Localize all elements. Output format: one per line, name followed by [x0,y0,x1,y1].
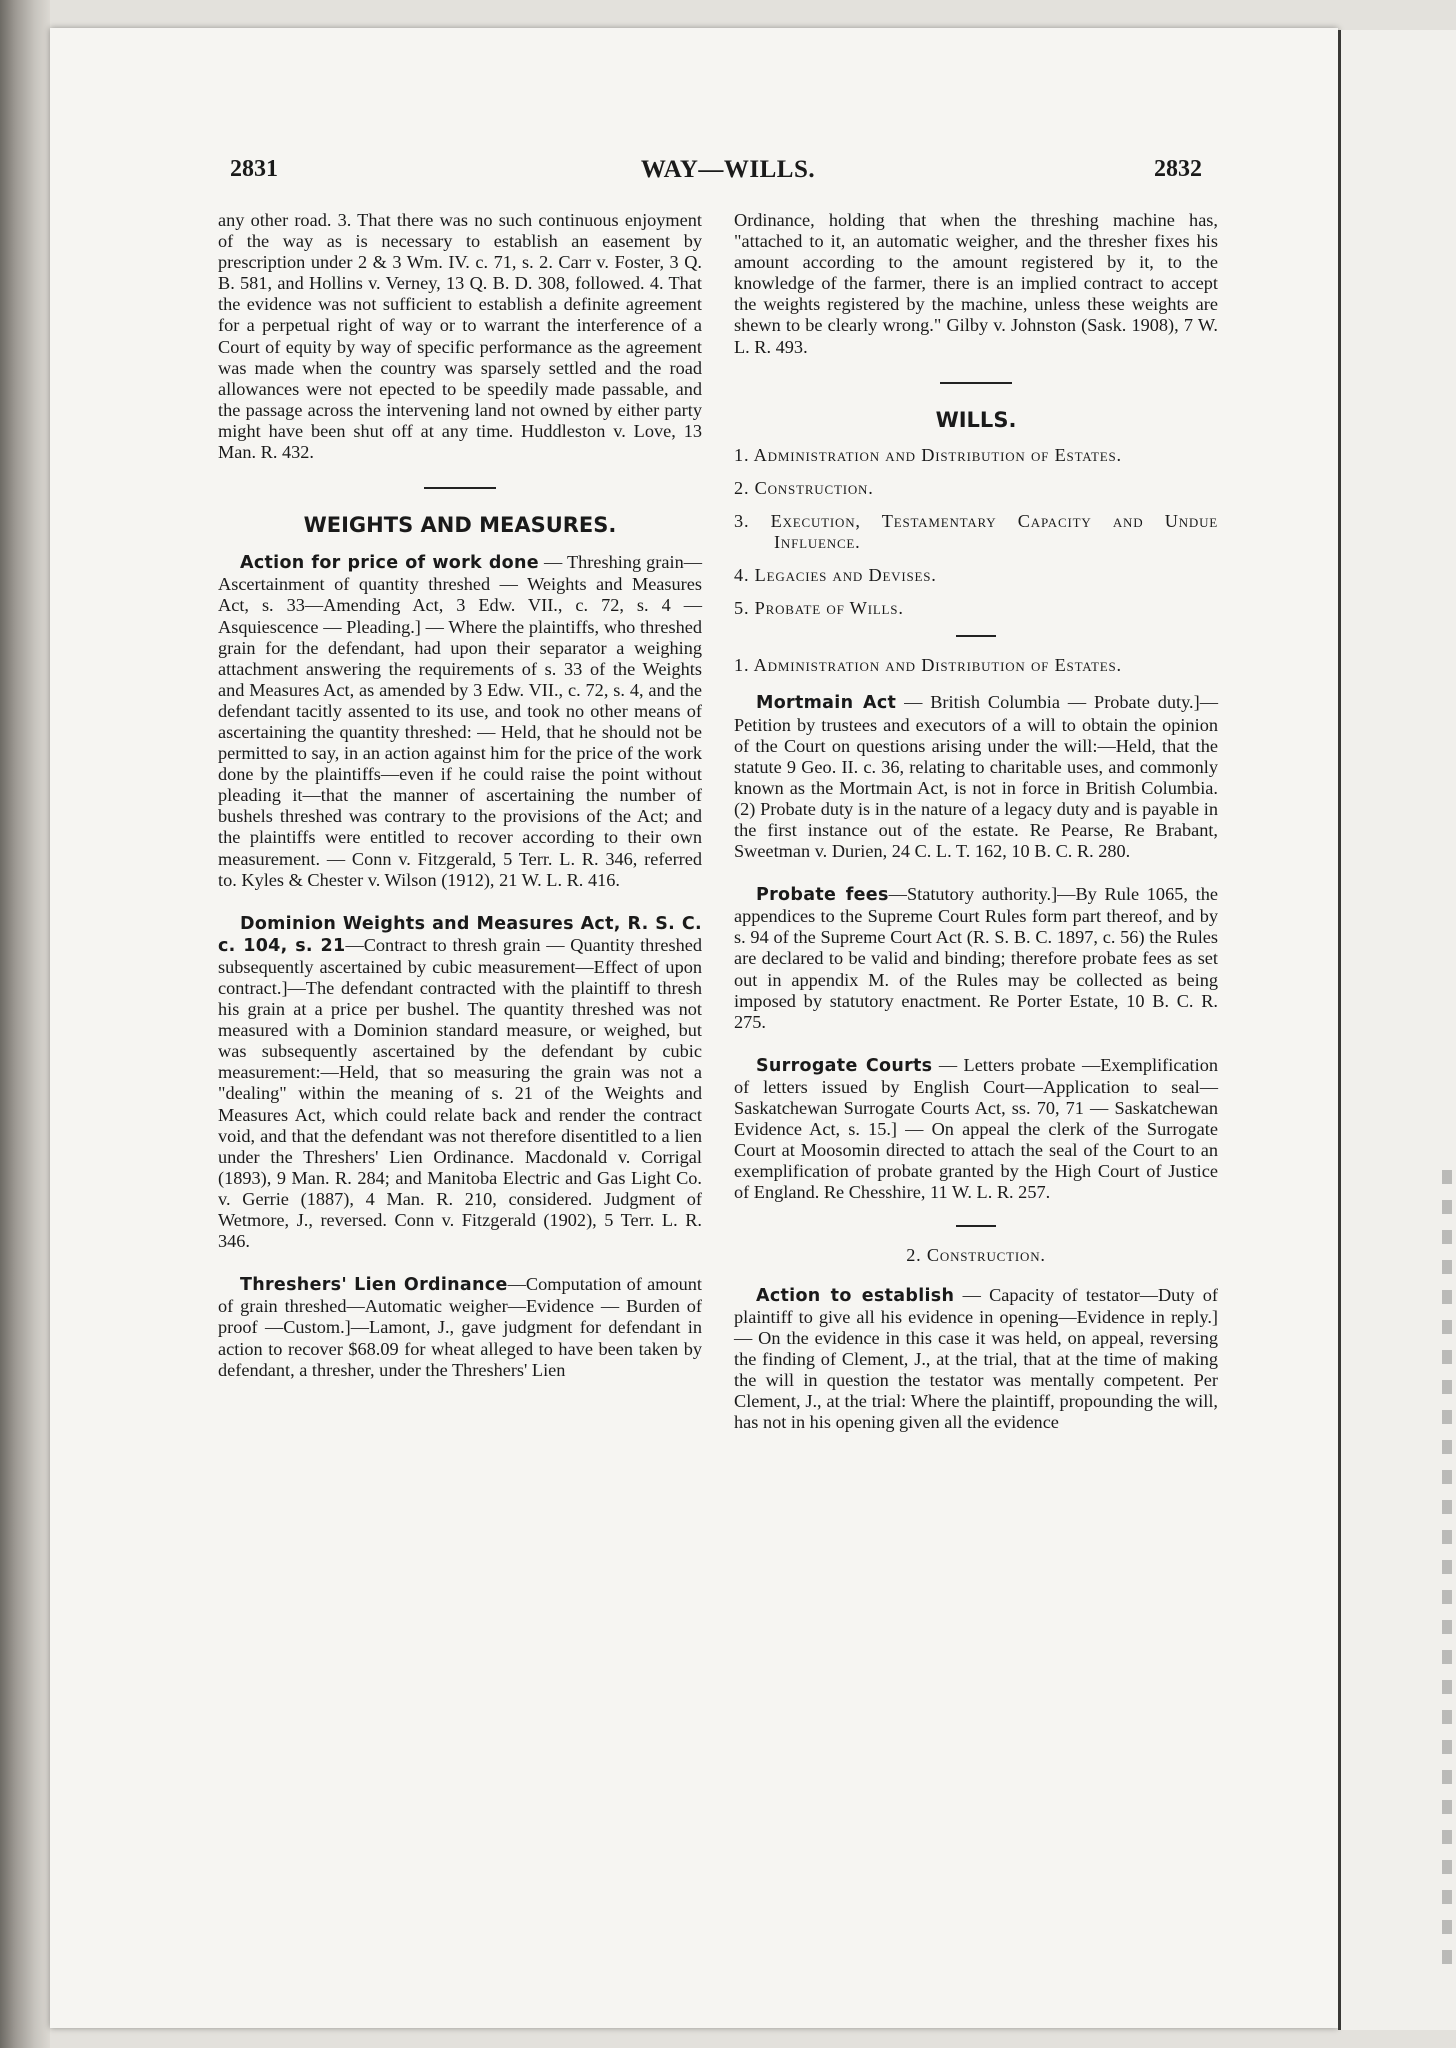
entry-paragraph [734,1055,1218,1204]
subsection-heading: 2. Construction. [906,1245,1046,1266]
entry-heading: Mortmain Act [756,693,897,714]
wills-contents-list [734,445,1218,620]
right-continuation-text: Ordinance, holding that when the threshing machine has, "attached to it, an automatic weigher, and the thresher fixes his amount according to the amount registered by it, to the knowledge of the farmer, there is an implied contract to accept the weights registered by the machine, unless these weights are shewn to be clearly wrong." Gilby v. Johnston (Sask. 1908), 7 W. L. R. 493. [734,210,1218,357]
wills-section-title: WILLS. [935,407,1017,432]
entry-text: —Statutory authority.]—By Rule 1065, the appendices to the Supreme Court Rules form part thereof, and by s. 94 of the Supreme Court Act (R. S. B. C. 1897, c. 56) the Rules are declared to be valid and binding; therefore probate fees as set out in appendix M. of the Rules may be collected as being imposed by statutory enactment. Re Porter Estate, 10 B. C. R. 275. [734,884,1218,1032]
entry-paragraph [218,552,702,891]
right-column [734,210,1218,1455]
entry-text: — Letters probate —Exemplification of letters issued by English Court—Application to seal—Saskatchewan Surrogate Courts Act, ss. 70, 71 — Saskatchewan Evidence Act, s. 15.] — On appeal the clerk of the Surrogate Court at Moosomin directed to attach the seal of the Court to an exemplification of probate granted by the High Court of Justice of England. Re Chesshire, 11 W. L. R. 257. [734,1054,1218,1203]
left-column [218,210,702,1403]
entry-heading: Probate fees [756,885,889,906]
facing-page-text-fragment [1442,1170,1452,1970]
entry-paragraph [734,1285,1218,1434]
entry-text: — Capacity of testator—Duty of plaintiff to give all his evidence in opening—Evidence in reply.] — On the evidence in this case it was held, on appeal, reversing the finding of Clement, J., at the trial, that at the time of making the will in question the testator was mentally competent. Per Clement, J., at the trial: Where the plaintiff, propounding the will, has not in his opening given all the evidence [734,1284,1218,1433]
entry-paragraph [218,913,702,1253]
entry-text: —Contract to thresh grain — Quantity threshed subsequently ascertained by cubic measurement—Effect of upon contract.]—The defendant contracted with the plaintiff to thresh his grain at a price per bushel. The quantity threshed was not measured with a Dominion standard measure, or weighed, but was subsequently ascertained by the defendant by cubic measurement:—Held, that so measuring the grain was not a "dealing" within the meaning of s. 21 of the Weights and Measures Act, which could relate back and render the contract void, and that the defendant was not therefore disentitled to a lien under the Threshers' Lien Ordinance. Macdonald v. Corrigal (1893), 9 Man. R. 284; and Manitoba Electric and Gas Light Co. v. Gerrie (1887), 4 Man. R. 210, considered. Judgment of Wetmore, J., reversed. Conn v. Fitzgerald (1902), 5 Terr. L. R. 346. [218,934,702,1252]
contents-item: 4. Legacies and Devises. [734,565,937,586]
entry-paragraph [218,1274,702,1380]
entry-heading: Threshers' Lien Ordinance [240,1275,508,1296]
entry-paragraph [734,884,1218,1033]
section-divider [424,487,496,489]
left-page-number: 2831 [230,156,278,182]
section-divider [940,382,1012,384]
section-divider [956,1225,996,1227]
weights-section-title: WEIGHTS AND MEASURES. [303,513,617,538]
entry-text: — British Columbia — Probate duty.]—Petition by trustees and executors of a will to obtain the opinion of the Court on questions arising under the will:—Held, that the statute 9 Geo. II. c. 36, relating to charitable uses, and commonly known as the Mortmain Act, is not in force in British Columbia. (2) Probate duty is in the nature of a legacy duty and is payable in the first instance out of the estate. Re Pearse, Re Brabant, Sweetman v. Durien, 24 C. L. T. 162, 10 B. C. R. 280. [734,692,1218,862]
entry-paragraph [734,692,1218,862]
subsection-heading: 1. Administration and Distribution of Estates. [734,655,1122,676]
book-binding [0,0,50,2048]
contents-item: 3. Execution, Testamentary Capacity and Undue Influence. [734,510,1218,553]
entry-text: —Computation of amount of grain threshed—Automatic weigher—Evidence — Burden of proof —Custom.]—Lamont, J., gave judgment for defendant in action to recover $68.09 for wheat alleged to have been taken by defendant, a thresher, under the Threshers' Lien [218,1274,702,1380]
section-divider [956,635,996,637]
entry-heading: Surrogate Courts [756,1055,933,1076]
facing-page-edge [1338,30,1456,2030]
running-head: WAY—WILLS. [640,156,816,183]
contents-item: 1. Administration and Distribution of Estates. [734,444,1122,465]
left-continuation-text: any other road. 3. That there was no such continuous enjoyment of the way as is necessary to establish an easement by prescription under 2 & 3 Wm. IV. c. 71, s. 2. Carr v. Foster, 3 Q. B. 581, and Hollins v. Verney, 13 Q. B. D. 308, followed. 4. That the evidence was not sufficient to establish a definite agreement for a perpetual right of way or to warrant the interference of a Court of equity by way of specific performance as the agreement was made when the country was sparsely settled and the road allowances were not epected to be speedily made passable, and the passage across the intervening land not owned by either party might have been shut off at any time. Huddleston v. Love, 13 Man. R. 432. [218,210,702,463]
contents-item: 2. Construction. [734,477,874,498]
entry-heading: Action to establish [756,1285,955,1306]
entry-heading: Dominion Weights and Measures Act, R. S. C. c. 104, s. 21 [218,913,702,956]
contents-item: 5. Probate of Wills. [734,598,904,619]
right-page-number: 2832 [1154,156,1202,182]
entry-text: — Threshing grain—Ascertainment of quantity threshed — Weights and Measures Act, s. 33—Amending Act, 3 Edw. VII., c. 72, s. 4 — Asquiescence — Pleading.] — Where the plaintiffs, who threshed grain for the defendant, had upon their separator a weighing attachment answering the requirements of s. 33 of the Weights and Measures Act, as amended by 3 Edw. VII., c. 72, s. 4, and the defendant tacitly assented to its use, and took no other means of ascertaining the quantity threshed: — Held, that he should not be permitted to say, in an action against him for the price of the work done by the plaintiffs—even if he could raise the point without pleading it—that the manner of ascertaining the number of bushels threshed was contrary to the provisions of the Act; and the plaintiffs were entitled to recover according to their own measurement. — Conn v. Fitzgerald, 5 Terr. L. R. 346, referred to. Kyles & Chester v. Wilson (1912), 21 W. L. R. 416. [218,552,702,890]
entry-heading: Action for price of work done [240,553,539,574]
